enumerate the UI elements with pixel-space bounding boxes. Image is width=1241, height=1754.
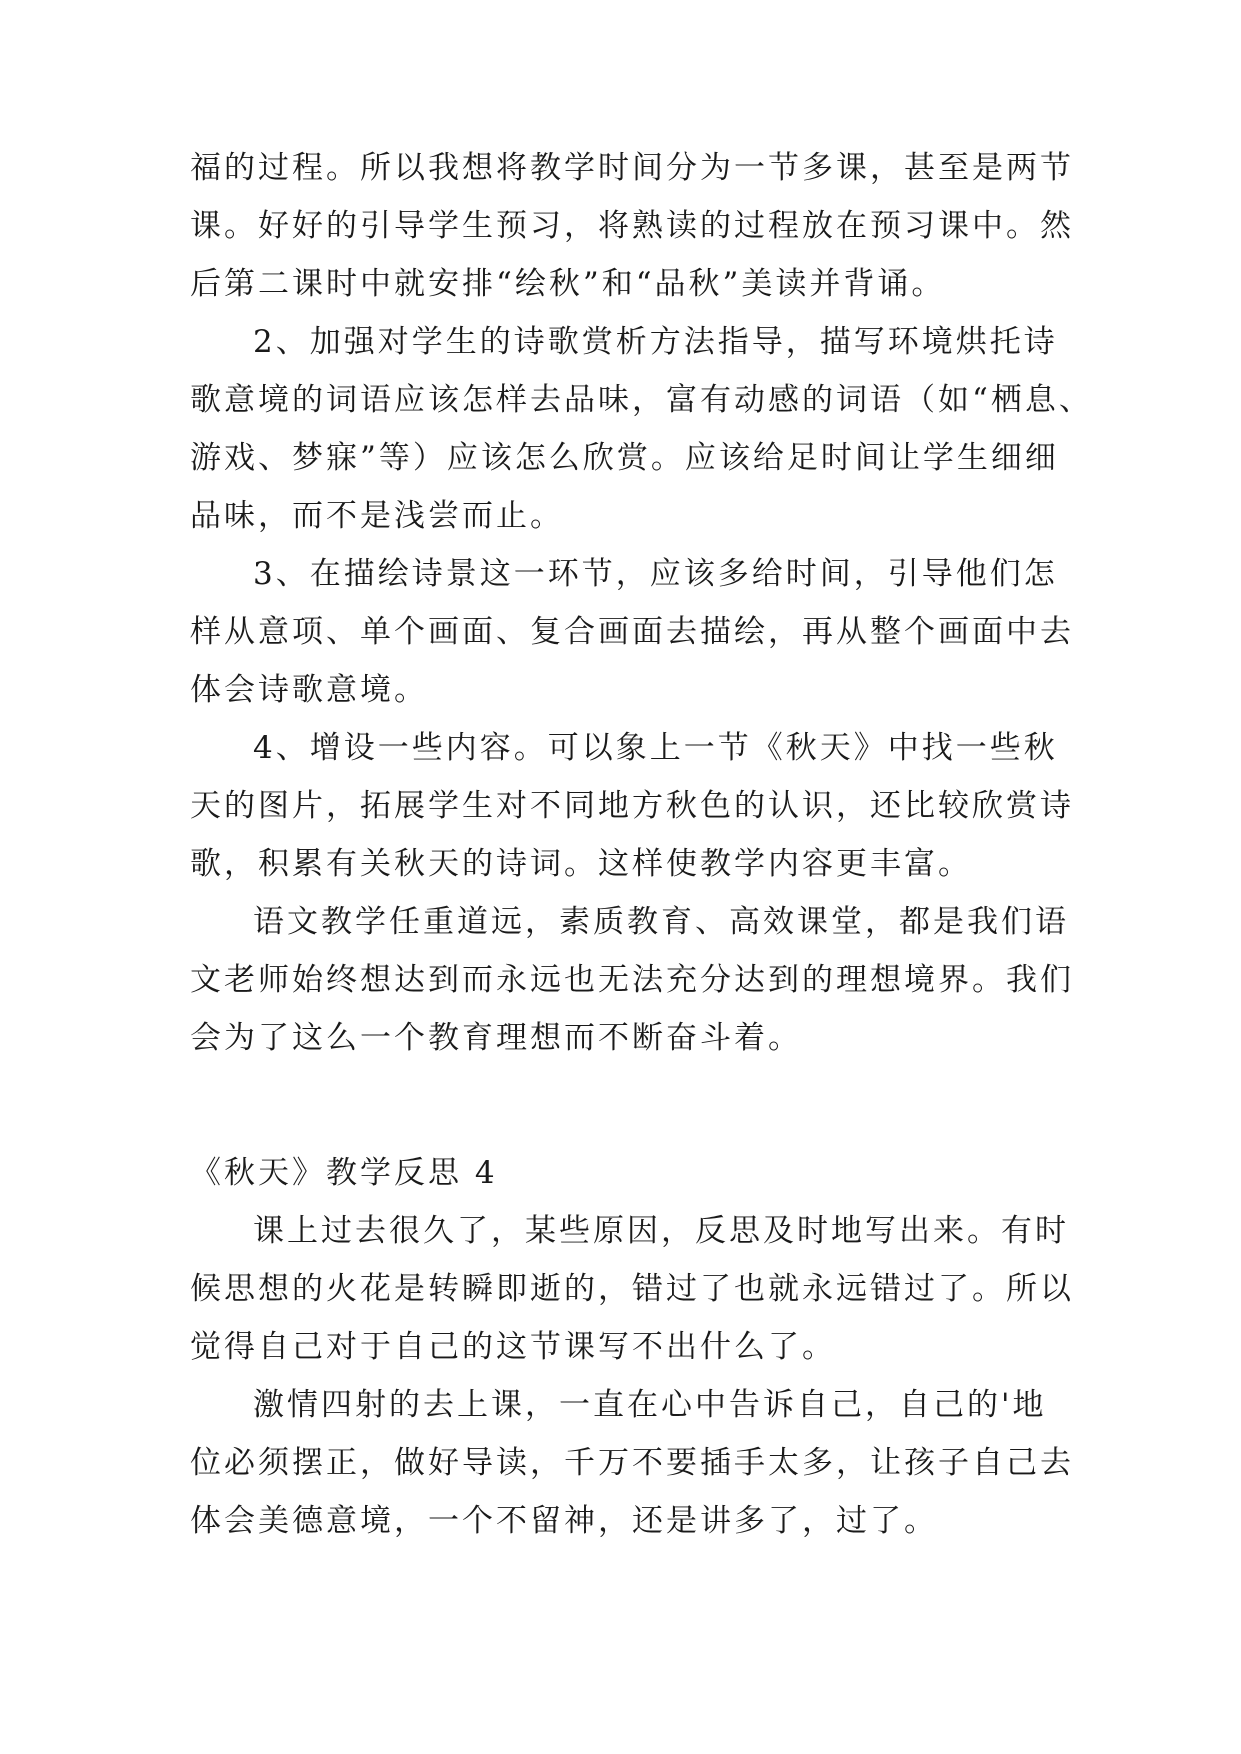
text-line: 后第二课时中就安排“绘秋”和“品秋”美读并背诵。 [190,266,946,302]
paragraph-start-line: 2、加强对学生的诗歌赏析方法指导，描写环境烘托诗 [253,324,1058,360]
text-line: 品味，而不是浅尝而止。 [190,498,564,534]
text-line: 福的过程。所以我想将教学时间分为一节多课，甚至是两节 [190,150,1074,186]
body-text-block-1 [190,139,1093,1067]
body-text-block-2 [190,1202,1074,1550]
paragraph-start-line: 语文教学任重道远，素质教育、高效课堂，都是我们语 [253,904,1069,940]
section-heading: 《秋天》教学反思 4 [190,1155,498,1191]
text-line: 会为了这么一个教育理想而不断奋斗着。 [190,1020,802,1056]
paragraph-start-line: 3、在描绘诗景这一环节，应该多给时间，引导他们怎 [253,556,1058,592]
text-line: 文老师始终想达到而永远也无法充分达到的理想境界。我们 [190,962,1074,998]
text-line: 歌意境的词语应该怎样去品味，富有动感的词语（如“栖息、 [190,382,1093,418]
text-line: 游戏、梦寐”等）应该怎么欣赏。应该给足时间让学生细细 [190,440,1059,476]
paragraph-start-line: 4、增设一些内容。可以象上一节《秋天》中找一些秋 [253,730,1058,766]
text-line: 体会美德意境，一个不留神，还是讲多了，过了。 [190,1503,938,1539]
text-line: 课。好好的引导学生预习，将熟读的过程放在预习课中。然 [190,208,1074,244]
text-line: 样从意项、单个画面、复合画面去描绘，再从整个画面中去 [190,614,1074,650]
text-line: 歌，积累有关秋天的诗词。这样使教学内容更丰富。 [190,846,972,882]
text-line: 体会诗歌意境。 [190,672,428,708]
paragraph-start-line: 课上过去很久了，某些原因，反思及时地写出来。有时 [253,1213,1069,1249]
paragraph-start-line: 激情四射的去上课，一直在心中告诉自己，自己的'地 [253,1387,1047,1423]
text-line: 觉得自己对于自己的这节课写不出什么了。 [190,1329,836,1365]
text-line: 位必须摆正，做好导读，千万不要插手太多，让孩子自己去 [190,1445,1074,1481]
text-line: 天的图片，拓展学生对不同地方秋色的认识，还比较欣赏诗 [190,788,1074,824]
text-line: 候思想的火花是转瞬即逝的，错过了也就永远错过了。所以 [190,1271,1074,1307]
